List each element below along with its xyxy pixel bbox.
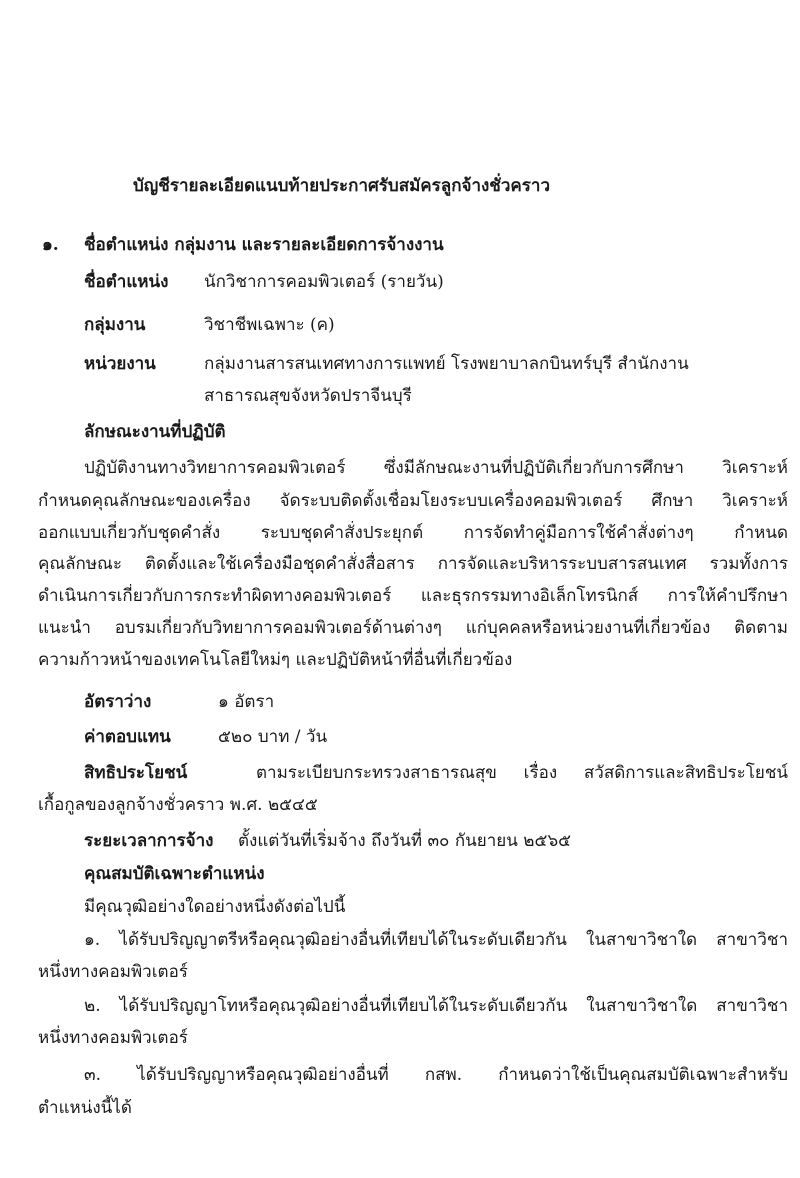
duties-line: ความก้าวหน้าของเทคโนโลยีใหม่ๆ และปฏิบัติหน้าที่อื่นที่เกี่ยวข้อง <box>38 650 513 670</box>
duties-line: กำหนดคุณลักษณะของเครื่อง จัดระบบติดตั้งเชื่อมโยงระบบเครื่องคอมพิวเตอร์ ศึกษา วิเคราะห์ <box>38 491 788 511</box>
qualification-item-line1: ๓. ได้รับปริญญาหรือคุณวุฒิอย่างอื่นที่ กสพ. กำหนดว่าใช้เป็นคุณสมบัติเฉพาะสำหรับ <box>84 1065 788 1085</box>
vacancy-label: อัตราว่าง <box>84 692 152 712</box>
duties-line: ออกแบบเกี่ยวกับชุดคำสั่ง ระบบชุดคำสั่งประยุกต์ การจัดทำคู่มือการใช้คำสั่งต่างๆ กำหนด <box>38 523 788 543</box>
duties-line: คุณลักษณะ ติดตั้งและใช้เครื่องมือชุดคำสั่งสื่อสาร การจัดและบริหารระบบสารสนเทศ รวมทั้งการ <box>38 554 788 574</box>
qualifications-heading: คุณสมบัติเฉพาะตำแหน่ง <box>84 864 265 884</box>
benefits-line1: ตามระเบียบกระทรวงสาธารณสุข เรื่อง สวัสดิการและสิทธิประโยชน์ <box>256 763 788 783</box>
pay-label: ค่าตอบแทน <box>84 727 171 747</box>
unit-label: หน่วยงาน <box>84 354 156 374</box>
pay-value: ๕๒๐ บาท / วัน <box>218 727 328 747</box>
section-heading: ชื่อตำแหน่ง กลุ่มงาน และรายละเอียดการจ้างงาน <box>84 235 444 255</box>
group-label: กลุ่มงาน <box>84 315 146 335</box>
benefits-line2: เกื้อกูลของลูกจ้างชั่วคราว พ.ศ. ๒๕๔๕ <box>38 795 318 815</box>
period-value: ตั้งแต่วันที่เริ่มจ้าง ถึงวันที่ ๓๐ กันยายน ๒๕๖๕ <box>238 831 571 851</box>
group-value: วิชาชีพเฉพาะ (ค) <box>204 315 335 335</box>
qualification-item-line2: หนึ่งทางคอมพิวเตอร์ <box>38 1028 188 1048</box>
duties-line: ดำเนินการเกี่ยวกับการกระทำผิดทางคอมพิวเตอร์ และธุรกรรมทางอิเล็กโทรนิกส์ การให้คำปรึกษา <box>38 586 788 606</box>
position-value: นักวิชาการคอมพิวเตอร์ (รายวัน) <box>204 272 444 292</box>
duties-line: ปฏิบัติงานทางวิทยาการคอมพิวเตอร์ ซึ่งมีลักษณะงานที่ปฏิบัติเกี่ยวกับการศึกษา วิเคราะห์ <box>84 458 788 478</box>
benefits-label: สิทธิประโยชน์ <box>84 763 188 783</box>
qualification-item-line2: หนึ่งทางคอมพิวเตอร์ <box>38 962 188 982</box>
qualifications-intro: มีคุณวุฒิอย่างใดอย่างหนึ่งดังต่อไปนี้ <box>84 897 346 917</box>
qualification-item-line1: ๑. ได้รับปริญญาตรีหรือคุณวุฒิอย่างอื่นที่เทียบได้ในระดับเดียวกัน ในสาขาวิชาใด สาขาวิชา <box>84 930 788 950</box>
document-title: บัญชีรายละเอียดแนบท้ายประกาศรับสมัครลูกจ้างชั่วคราว <box>133 176 550 196</box>
duties-line: แนะนำ อบรมเกี่ยวกับวิทยาการคอมพิวเตอร์ด้านต่างๆ แก่บุคคลหรือหน่วยงานที่เกี่ยวข้อง ติดตาม <box>38 618 788 638</box>
duties-heading: ลักษณะงานที่ปฏิบัติ <box>84 422 226 442</box>
vacancy-value: ๑ อัตรา <box>218 692 275 712</box>
qualification-item-line2: ตำแหน่งนี้ได้ <box>38 1098 132 1118</box>
period-label: ระยะเวลาการจ้าง <box>84 831 214 851</box>
section-number: ๑. <box>42 235 59 255</box>
position-label: ชื่อตำแหน่ง <box>84 272 169 292</box>
qualification-item-line1: ๒. ได้รับปริญญาโทหรือคุณวุฒิอย่างอื่นที่เทียบได้ในระดับเดียวกัน ในสาขาวิชาใด สาขาวิชา <box>84 996 788 1016</box>
unit-value-line1: กลุ่มงานสารสนเทศทางการแพทย์ โรงพยาบาลกบินทร์บุรี สำนักงาน <box>204 354 689 374</box>
unit-value-line2: สาธารณสุขจังหวัดปราจีนบุรี <box>204 386 412 406</box>
